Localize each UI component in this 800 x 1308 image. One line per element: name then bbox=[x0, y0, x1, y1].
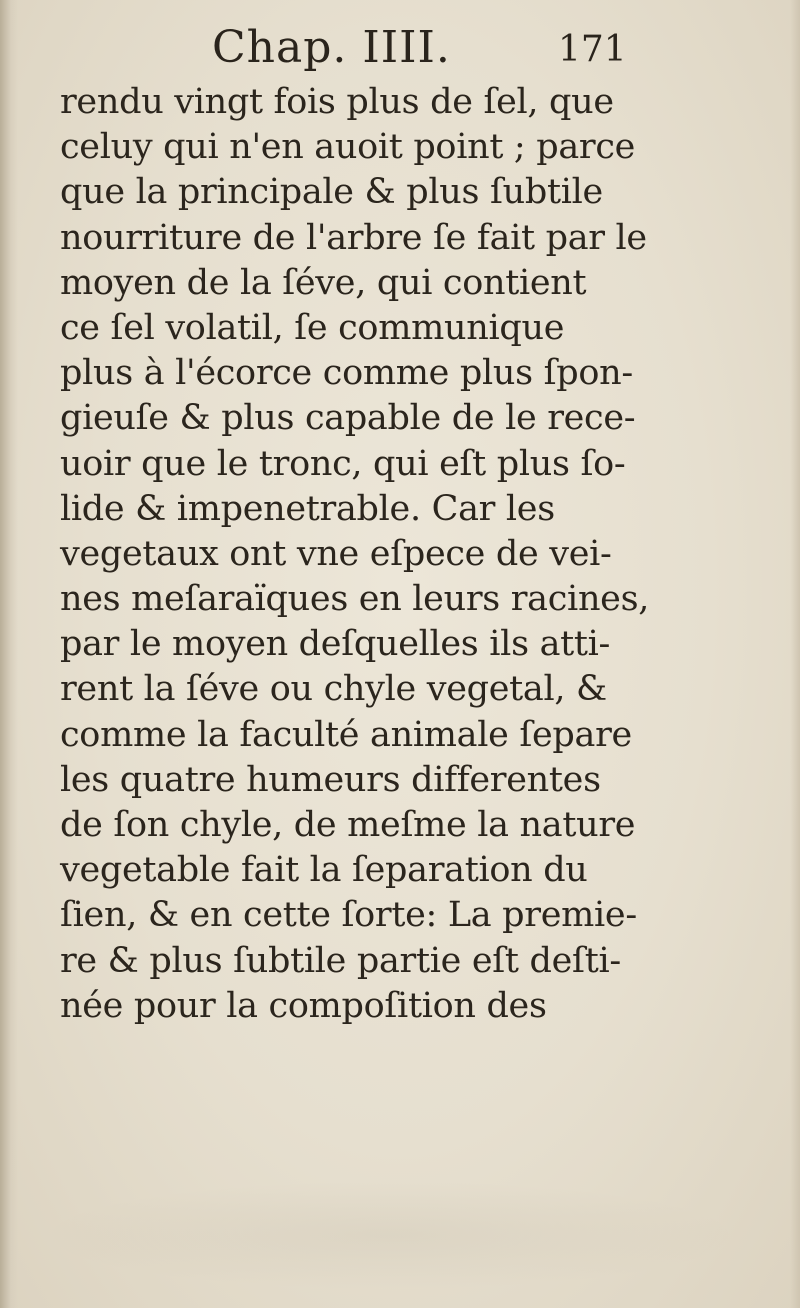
text-line: née pour la compoſition des bbox=[60, 985, 547, 1026]
text-line: uoir que le tronc, qui eſt plus ſo- bbox=[60, 443, 626, 484]
text-line: vegetaux ont vne eſpece de vei- bbox=[60, 533, 612, 574]
text-line: comme la faculté animale ſepare bbox=[60, 714, 632, 755]
text-line: nes meſaraïques en leurs racines, bbox=[60, 579, 650, 620]
body-text bbox=[60, 80, 660, 1029]
text-line: de ſon chyle, de meſme la nature bbox=[60, 805, 636, 845]
text-line: re & plus ſubtile partie eſt deſti- bbox=[60, 940, 621, 981]
text-line: que la principale & plus ſubtile bbox=[60, 172, 603, 213]
text-line: ce ſel volatil, ſe communique bbox=[60, 307, 565, 348]
text-line: rendu vingt fois plus de ſel, que bbox=[60, 82, 614, 122]
text-line: rent la ſéve ou chyle vegetal, & bbox=[60, 669, 607, 710]
gutter-shadow bbox=[0, 0, 18, 1308]
text-line: plus à l'écorce comme plus ſpon- bbox=[60, 353, 633, 394]
text-line: moyen de la ſéve, qui contient bbox=[60, 262, 587, 303]
page-edge bbox=[790, 0, 800, 1308]
text-line: par le moyen deſquelles ils atti- bbox=[60, 624, 611, 665]
ink-bleed bbox=[40, 1180, 740, 1290]
text-line: nourriture de l'arbre ſe fait par le bbox=[60, 217, 647, 258]
text-line: ſien, & en cette ſorte: La premie- bbox=[60, 895, 637, 936]
page-number: 171 bbox=[558, 29, 627, 70]
text-line: gieuſe & plus capable de le rece- bbox=[60, 398, 636, 439]
text-line: vegetable fait la ſeparation du bbox=[60, 850, 588, 891]
text-line: les quatre humeurs differentes bbox=[60, 759, 601, 800]
text-line: lide & impenetrable. Car les bbox=[60, 488, 555, 529]
page-header bbox=[60, 18, 660, 78]
text-line: celuy qui n'en auoit point ; parce bbox=[60, 127, 636, 168]
running-head: Chap. IIII. bbox=[212, 22, 451, 73]
